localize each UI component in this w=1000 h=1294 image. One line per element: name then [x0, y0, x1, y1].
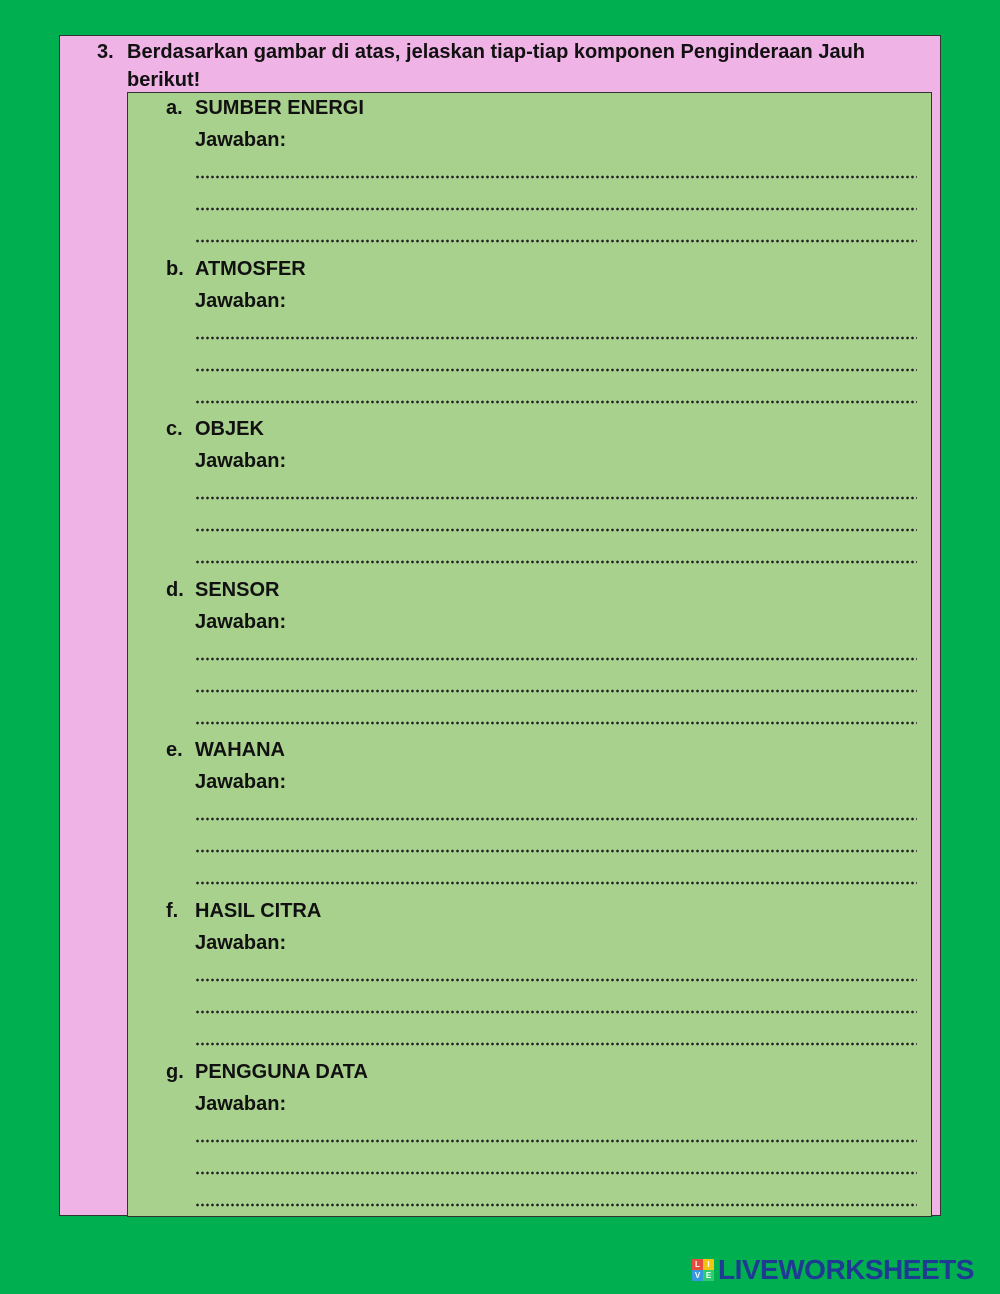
- answer-line[interactable]: [195, 978, 917, 982]
- answer-label: Jawaban:: [195, 771, 287, 794]
- item-title: OBJEK: [195, 418, 264, 441]
- answer-item: [166, 97, 926, 247]
- item-letter: c.: [166, 418, 183, 441]
- answer-label: Jawaban:: [195, 932, 287, 954]
- answer-label: Jawaban:: [195, 450, 287, 473]
- answer-item: [166, 258, 926, 408]
- item-title: HASIL CITRA: [195, 900, 322, 922]
- answer-item: [166, 739, 926, 889]
- answer-line[interactable]: [195, 817, 917, 821]
- logo-text: LIVEWORKSHEETS: [718, 1254, 974, 1285]
- answer-line[interactable]: [195, 175, 917, 179]
- logo-mark-cell: L: [692, 1259, 703, 1270]
- answer-line[interactable]: [195, 1010, 917, 1014]
- answer-line[interactable]: [195, 207, 917, 211]
- answer-line[interactable]: [195, 689, 917, 693]
- answer-line[interactable]: [195, 368, 917, 372]
- answer-line[interactable]: [195, 239, 917, 243]
- answer-label: Jawaban:: [195, 610, 287, 633]
- logo-mark-cell: I: [703, 1259, 714, 1270]
- answer-line[interactable]: [195, 1203, 917, 1207]
- answer-line[interactable]: [195, 496, 917, 500]
- item-letter: f.: [166, 900, 179, 922]
- answer-line[interactable]: [195, 1171, 917, 1175]
- answer-item: [166, 418, 926, 568]
- answer-line[interactable]: [195, 528, 917, 532]
- logo-mark-cell: V: [692, 1270, 703, 1281]
- item-title: PENGGUNA DATA: [195, 1060, 368, 1083]
- answer-line[interactable]: [195, 721, 917, 725]
- answer-item: [166, 900, 926, 1050]
- question-text: Berdasarkan gambar di atas, jelaskan tiap-tiap komponen Penginderaan Jauh berikut!: [127, 41, 866, 91]
- logo-mark-cell: E: [703, 1270, 714, 1281]
- answer-line[interactable]: [195, 657, 917, 661]
- answer-label: Jawaban:: [195, 1092, 287, 1115]
- answer-line[interactable]: [195, 1042, 917, 1046]
- item-title: SUMBER ENERGI: [195, 97, 364, 119]
- answer-line[interactable]: [195, 560, 917, 564]
- worksheet: [59, 35, 941, 1216]
- answer-line[interactable]: [195, 849, 917, 853]
- answer-label: Jawaban:: [195, 289, 287, 312]
- answer-item: [166, 579, 926, 729]
- item-title: WAHANA: [195, 739, 285, 762]
- item-letter: g.: [166, 1060, 184, 1083]
- item-letter: e.: [166, 739, 183, 762]
- answer-line[interactable]: [195, 1139, 917, 1143]
- answer-line[interactable]: [195, 881, 917, 885]
- answer-line[interactable]: [195, 400, 917, 404]
- answer-item: [166, 1061, 926, 1211]
- item-title: SENSOR: [195, 578, 280, 601]
- liveworksheets-logo: [692, 1255, 974, 1285]
- item-letter: b.: [166, 257, 184, 280]
- item-letter: a.: [166, 97, 183, 119]
- question-number: 3.: [97, 41, 114, 63]
- item-title: ATMOSFER: [195, 257, 306, 280]
- item-letter: d.: [166, 578, 184, 601]
- answer-line[interactable]: [195, 336, 917, 340]
- answer-label: Jawaban:: [195, 129, 287, 151]
- logo-mark-icon: [692, 1259, 714, 1281]
- answer-box: [127, 92, 932, 1217]
